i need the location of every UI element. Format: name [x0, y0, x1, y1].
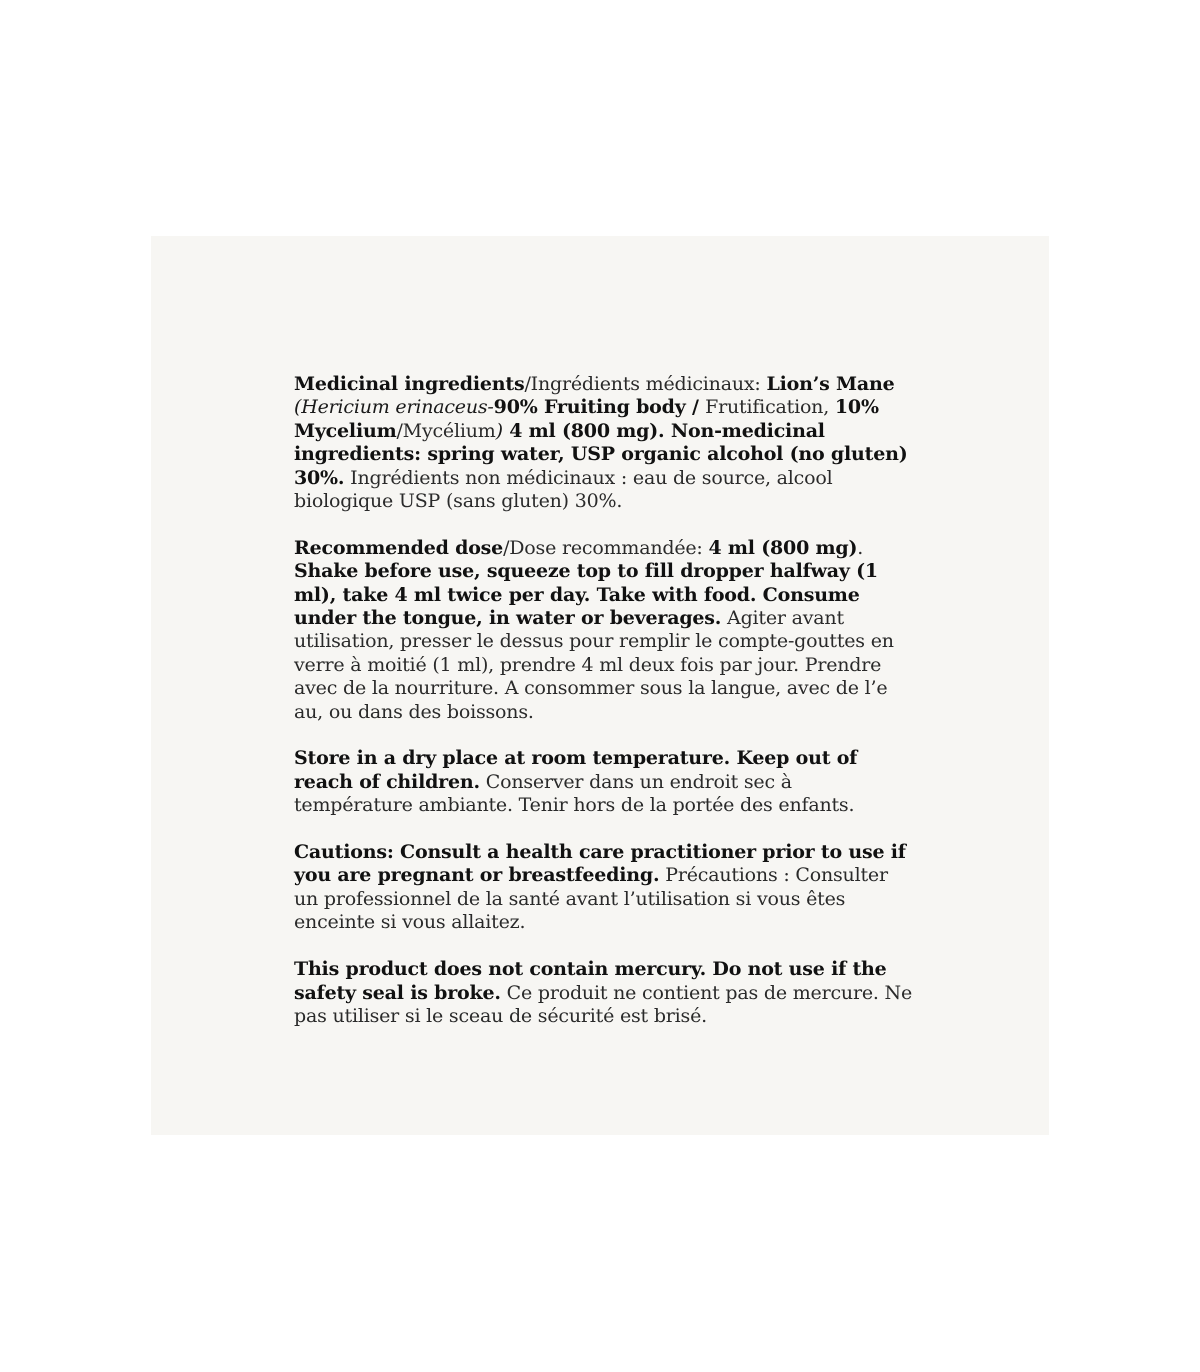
cautions-en: Cautions: Consult a health care practitioner prior to use if you are pregnant or breastfeeding.	[294, 841, 906, 887]
storage-fr: Conserver dans un endroit sec à température ambiante. Tenir hors de la portée des enfants.	[294, 770, 855, 817]
dose-paragraph	[294, 537, 914, 724]
dose-amount: 4 ml (800 mg)	[708, 536, 858, 559]
ingredients-heading-fr: /Ingrédients médicinaux:	[524, 373, 767, 395]
cautions-paragraph	[294, 841, 914, 935]
latin-name: (Hericium erinaceus-	[294, 396, 494, 419]
non-medicinal-fr: Ingrédients non médicinaux : eau de source, alcool biologique USP (sans gluten) 30%.	[294, 466, 833, 513]
dose-sep: .	[857, 536, 864, 559]
mycelium-fr: /Mycélium	[396, 419, 496, 442]
label-text	[294, 373, 914, 1028]
mercury-paragraph	[294, 958, 914, 1028]
fruiting-body-fr: Frutification,	[705, 396, 835, 419]
dose-heading: Recommended dose	[294, 536, 504, 559]
dose-directions-fr: Agiter avant utilisation, presser le dessus pour remplir le compte-gouttes en verre à moitié (1 ml), prendre 4 ml deux fois par jour. Prendre avec de la nourriture. A consommer sous la langue, avec de l’e au, ou dans des boissons.	[294, 607, 894, 723]
dose-heading-fr: /Dose recommandée:	[503, 536, 709, 559]
cautions-fr: Précautions : Consulter un professionnel de la santé avant l’utilisation si vous êtes enceinte si vous allaitez.	[294, 864, 888, 934]
mercury-en: This product does not contain mercury. Do not use if the safety seal is broke.	[294, 958, 887, 1004]
fruiting-body: 90% Fruiting body /	[493, 396, 706, 419]
non-medicinal-en: 4 ml (800 mg). Non-medicinal ingredients: spring water, USP organic alcohol (no gluten) 30%.	[294, 419, 908, 489]
latin-close: )	[495, 419, 503, 442]
ingredients-heading: Medicinal ingredients	[294, 373, 525, 395]
storage-en: Store in a dry place at room temperature. Keep out of reach of children.	[294, 747, 858, 793]
storage-paragraph	[294, 747, 914, 817]
mercury-fr: Ce produit ne contient pas de mercure. Ne pas utiliser si le sceau de sécurité est brisé.	[294, 981, 913, 1027]
dose-directions-en: Shake before use, squeeze top to fill dropper halfway (1 ml), take 4 ml twice per day. Take with food. Consume under the tongue, in water or beverages.	[294, 560, 878, 630]
mycelium: 10% Mycelium	[294, 396, 879, 442]
label-panel	[151, 236, 1049, 1135]
ingredients-paragraph	[294, 373, 914, 513]
product-name: Lion’s Mane	[766, 373, 895, 395]
